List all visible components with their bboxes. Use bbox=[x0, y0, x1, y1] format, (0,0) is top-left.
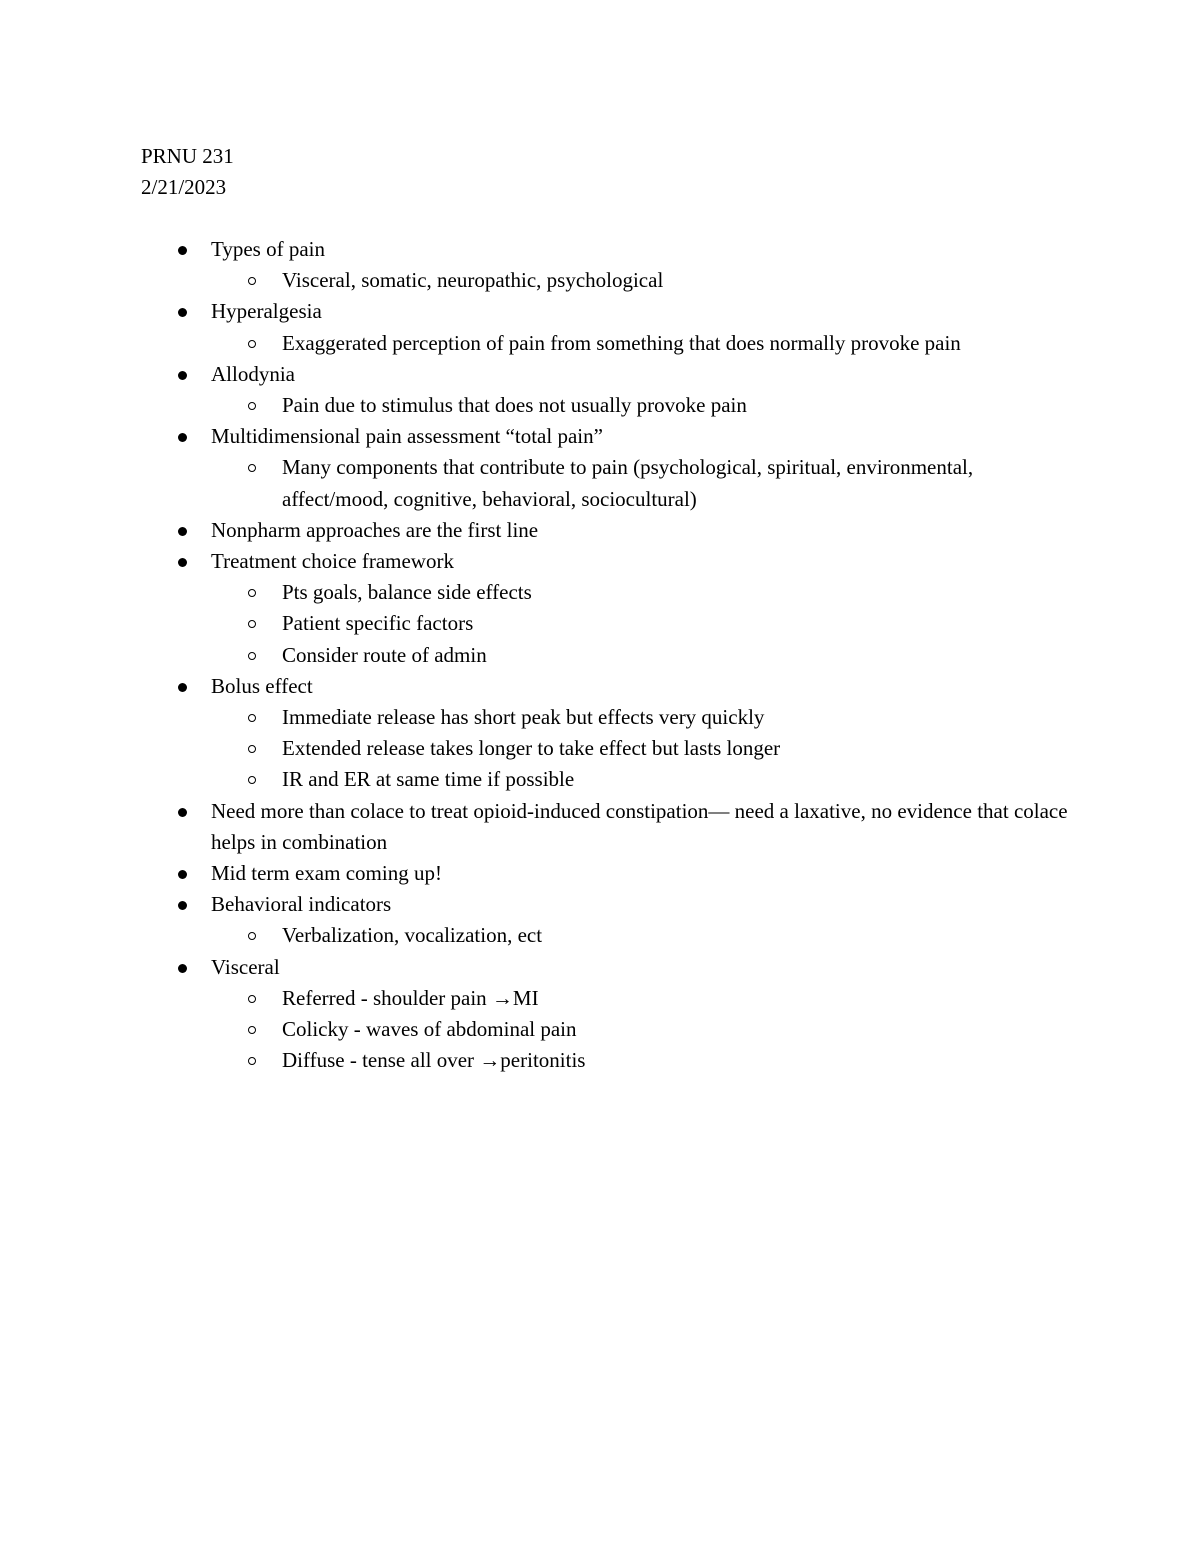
sub-note-list bbox=[211, 920, 1081, 951]
sub-note-item bbox=[0, 265, 1082, 296]
hollow-bullet-icon bbox=[248, 589, 256, 597]
bullet-icon bbox=[178, 246, 187, 255]
bullet-icon bbox=[178, 308, 187, 317]
hollow-bullet-icon bbox=[248, 620, 256, 628]
sub-note-text: Consider route of admin bbox=[282, 642, 487, 667]
note-item bbox=[0, 889, 1081, 951]
note-text: Types of pain bbox=[211, 237, 326, 261]
note-text: Need more than colace to treat opioid-induced constipation— need a laxative, no evidence that colace helps in combination bbox=[211, 798, 1068, 854]
bullet-icon bbox=[178, 808, 187, 817]
note-item bbox=[0, 858, 1081, 889]
sub-note-item bbox=[0, 1014, 1082, 1045]
note-item bbox=[0, 546, 1081, 671]
note-text: Multidimensional pain assessment “total pain” bbox=[211, 424, 603, 449]
note-text: Allodynia bbox=[211, 361, 295, 386]
hollow-bullet-icon bbox=[248, 995, 256, 1003]
sub-note-text: Visceral, somatic, neuropathic, psychological bbox=[282, 268, 664, 293]
sub-note-text: Verbalization, vocalization, ect bbox=[282, 923, 543, 948]
bullet-icon bbox=[178, 527, 187, 536]
sub-note-list bbox=[211, 983, 1081, 1077]
sub-note-item bbox=[0, 640, 1082, 671]
note-item bbox=[0, 421, 1081, 515]
note-text: Behavioral indicators bbox=[211, 892, 392, 917]
hollow-bullet-icon bbox=[248, 402, 256, 410]
sub-note-text: Colicky - waves of abdominal pain bbox=[282, 1017, 577, 1042]
bullet-icon bbox=[178, 683, 187, 692]
note-item bbox=[0, 515, 1081, 546]
note-item bbox=[0, 234, 1081, 296]
sub-note-list bbox=[211, 452, 1081, 514]
hollow-bullet-icon bbox=[248, 1057, 256, 1065]
hollow-bullet-icon bbox=[248, 776, 256, 784]
sub-note-text: Pts goals, balance side effects bbox=[282, 580, 532, 605]
bullet-icon bbox=[178, 371, 187, 380]
hollow-bullet-icon bbox=[248, 932, 256, 940]
sub-note-list bbox=[211, 328, 1081, 359]
course-title: PRNU 231 bbox=[141, 144, 234, 168]
note-item bbox=[0, 796, 1081, 858]
sub-note-item bbox=[0, 983, 1082, 1014]
note-text: Mid term exam coming up! bbox=[211, 861, 442, 886]
sub-note-text: Immediate release has short peak but effects very quickly bbox=[282, 705, 765, 730]
note-date: 2/21/2023 bbox=[141, 175, 227, 200]
bullet-icon bbox=[178, 964, 187, 973]
sub-note-text: Extended release takes longer to take effect but lasts longer bbox=[282, 736, 781, 761]
sub-note-list bbox=[211, 577, 1081, 671]
sub-note-item bbox=[0, 920, 1082, 951]
sub-note-text: IR and ER at same time if possible bbox=[282, 767, 575, 792]
sub-note-list bbox=[211, 265, 1081, 296]
notes-list bbox=[0, 234, 1200, 1076]
sub-note-text: Diffuse - tense all over →peritonitis bbox=[282, 1048, 586, 1073]
note-item bbox=[0, 952, 1081, 1077]
sub-note-text: Exaggerated perception of pain from something that does normally provoke pain bbox=[282, 330, 961, 355]
sub-note-list bbox=[211, 702, 1081, 796]
note-text: Nonpharm approaches are the first line bbox=[211, 517, 539, 542]
note-item bbox=[0, 671, 1081, 796]
note-item bbox=[0, 296, 1081, 358]
sub-note-text: Many components that contribute to pain (psychological, spiritual, environmental, affect/mood, cognitive, behavioral, sociocultural) bbox=[282, 455, 974, 511]
hollow-bullet-icon bbox=[248, 464, 256, 472]
note-text: Bolus effect bbox=[211, 673, 313, 698]
hollow-bullet-icon bbox=[248, 277, 256, 285]
hollow-bullet-icon bbox=[248, 745, 256, 753]
sub-note-item bbox=[0, 328, 1082, 359]
bullet-icon bbox=[178, 901, 187, 910]
sub-note-text: Pain due to stimulus that does not usually provoke pain bbox=[282, 393, 747, 418]
bullet-icon bbox=[178, 870, 187, 879]
note-text: Visceral bbox=[211, 954, 280, 979]
bullet-icon bbox=[178, 433, 187, 442]
sub-note-item bbox=[0, 733, 1082, 764]
hollow-bullet-icon bbox=[248, 1026, 256, 1034]
sub-note-item bbox=[0, 390, 1082, 421]
bullet-icon bbox=[178, 558, 187, 567]
sub-note-text: Patient specific factors bbox=[282, 611, 474, 636]
sub-note-item bbox=[0, 1045, 1082, 1076]
note-text: Hyperalgesia bbox=[211, 299, 322, 324]
note-text: Treatment choice framework bbox=[211, 549, 454, 574]
sub-note-list bbox=[211, 390, 1081, 421]
sub-note-item bbox=[0, 764, 1082, 795]
document-header bbox=[141, 141, 234, 203]
sub-note-item bbox=[0, 702, 1082, 733]
note-item bbox=[0, 359, 1081, 421]
sub-note-item bbox=[0, 577, 1082, 608]
sub-note-item bbox=[0, 608, 1082, 639]
sub-note-item bbox=[0, 452, 1082, 514]
hollow-bullet-icon bbox=[248, 714, 256, 722]
hollow-bullet-icon bbox=[248, 340, 256, 348]
hollow-bullet-icon bbox=[248, 652, 256, 660]
sub-note-text: Referred - shoulder pain →MI bbox=[282, 985, 539, 1010]
